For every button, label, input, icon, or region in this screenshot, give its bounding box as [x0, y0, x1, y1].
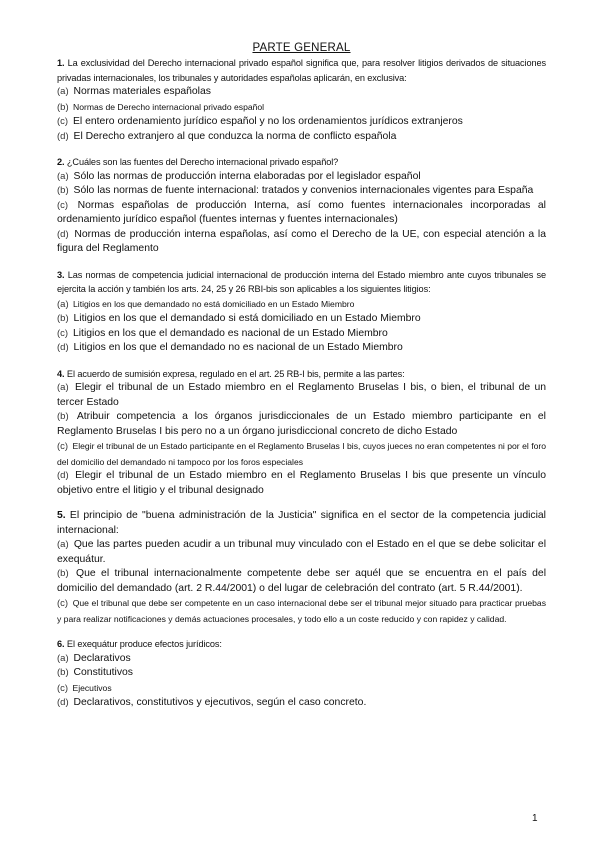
question-text: El principio de "buena administración de la Justicia" significa en el sector de la competencia judicial internacional: — [57, 510, 546, 536]
option-text: Normas de Derecho internacional privado español — [73, 101, 265, 112]
option-letter: (b) — [57, 313, 69, 324]
option-letter: (d) — [57, 697, 69, 708]
question-number: 2. — [57, 157, 65, 167]
option-text: Declarativos — [73, 652, 131, 664]
option-d — [57, 469, 546, 498]
option-letter: (d) — [57, 228, 69, 240]
option-text: El entero ordenamiento jurídico español y no los ordenamientos jurídicos extranjeros — [72, 116, 463, 127]
option-text: Normas de producción interna españolas, así como el Derecho de la UE, con especial atención a la figura del Reglamento — [57, 228, 546, 254]
question-text: ¿Cuáles son las fuentes del Derecho internacional privado español? — [66, 157, 339, 167]
option-text: Que el tribunal internacionalmente competente debe ser aquél que se encuentra en el país del domicilio del demandado (art. 2 R.44/2001) o del lugar de celebración del contrato (art. 5 R.44/2001). — [57, 568, 546, 594]
option-text: Sólo las normas de producción interna elaboradas por el legislador español — [73, 170, 421, 182]
option-d — [57, 130, 546, 145]
option-letter: (a) — [57, 298, 69, 310]
option-letter: (b) — [57, 411, 69, 422]
option-d — [57, 228, 546, 257]
option-letter: (c) — [57, 682, 69, 694]
option-letter: (c) — [57, 441, 69, 452]
question-stem — [57, 155, 546, 170]
option-d — [57, 696, 546, 711]
option-b — [57, 666, 546, 681]
option-a — [57, 652, 546, 667]
option-c — [57, 199, 546, 228]
page-title: PARTE GENERAL — [252, 42, 351, 54]
option-c — [57, 439, 546, 469]
option-c — [57, 596, 546, 626]
option-b — [57, 312, 546, 327]
option-text: El Derecho extranjero al que conduzca la norma de conflicto española — [73, 130, 397, 142]
option-text: Litigios en los que el demandado es nacional de un Estado Miembro — [72, 327, 388, 339]
document-page — [57, 42, 546, 722]
option-b — [57, 567, 546, 596]
question-stem — [57, 367, 546, 382]
question-text: El acuerdo de sumisión expresa, regulado en el art. 25 RB-I bis, permite a las partes: — [66, 368, 405, 379]
question-number: 3. — [57, 269, 65, 280]
option-text: Elegir el tribunal de un Estado participante en el Reglamento Bruselas I bis, cuyos jueces no eran competentes ni por el foro del domicilio del demandado ni tampoco por los foros especiales — [57, 441, 546, 467]
option-d — [57, 341, 546, 356]
question-number: 5. — [57, 510, 66, 521]
option-text: Que las partes pueden acudir a un tribunal muy vinculado con el Estado en el que se debe solicitar el exequátur. — [57, 539, 547, 565]
option-letter: (d) — [57, 470, 69, 481]
option-c — [57, 115, 546, 130]
question-number: 1. — [57, 58, 65, 68]
question-text: Las normas de competencia judicial internacional de producción interna del Estado miembro ante cuyos tribunales se ejercita la acción y también los arts. 24, 25 y 26 RBI-bis son aplicables a los siguientes litigios: — [57, 269, 546, 294]
option-text: Atribuir competencia a los órganos jurisdiccionales de un Estado miembro participante en el Reglamento Bruselas I bis pero no a un órgano jurisdiccional concreto de dicho Estado — [57, 411, 546, 437]
option-c — [57, 327, 546, 342]
option-letter: (a) — [57, 382, 69, 393]
option-b — [57, 410, 546, 439]
option-text: Constitutivos — [73, 667, 133, 678]
question-stem — [57, 268, 546, 297]
option-text: Litigios en los que el demandado si está domiciliado en un Estado Miembro — [73, 313, 421, 324]
option-b — [57, 184, 546, 199]
option-text: Litigios en los que el demandado no es nacional de un Estado Miembro — [73, 342, 403, 353]
question-5 — [57, 509, 546, 626]
question-number: 6. — [57, 639, 65, 649]
option-a — [57, 297, 546, 313]
option-text: Normas materiales españolas — [73, 86, 211, 97]
question-1 — [57, 56, 546, 144]
option-letter: (b) — [57, 185, 69, 196]
option-a — [57, 170, 546, 185]
option-a — [57, 538, 546, 567]
question-stem — [57, 56, 546, 85]
option-text: Elegir el tribunal de un Estado miembro en el Reglamento Bruselas I bis, o bien, el tribunal de un tercer Estado — [57, 382, 547, 408]
question-2 — [57, 155, 546, 257]
option-text: Que el tribunal que debe ser competente en un caso internacional debe ser el tribunal mejor situado para practicar pruebas y para realizar notificaciones y demás actuaciones procesales, y todo ello a un coste reducido y con rapidez y calidad. — [57, 598, 546, 624]
question-text: El exequátur produce efectos jurídicos: — [66, 639, 222, 649]
question-text: La exclusividad del Derecho internacional privado español significa que, para resolver litigios derivados de situaciones privadas internacionales, los tribunales y autoridades españolas aplicarán, en exclusiva: — [57, 58, 547, 83]
option-b — [57, 100, 546, 116]
option-text: Declarativos, constitutivos y ejecutivos, según el caso concreto. — [73, 697, 367, 708]
option-letter: (a) — [57, 86, 69, 97]
option-a — [57, 85, 546, 100]
option-letter: (a) — [57, 170, 69, 182]
option-letter: (b) — [57, 568, 69, 579]
question-stem — [57, 509, 546, 538]
question-4 — [57, 367, 546, 499]
option-text: Sólo las normas de fuente internacional: tratados y convenios internacionales vigentes para España — [73, 185, 534, 196]
question-6 — [57, 637, 546, 711]
option-text: Litigios en los que demandado no está domiciliado en un Estado Miembro — [73, 298, 355, 309]
question-3 — [57, 268, 546, 356]
question-stem — [57, 637, 546, 652]
option-letter: (b) — [57, 101, 69, 113]
option-letter: (a) — [57, 539, 69, 550]
option-letter: (c) — [57, 327, 69, 339]
option-letter: (c) — [57, 116, 69, 127]
option-text: Ejecutivos — [72, 682, 112, 693]
option-c — [57, 681, 546, 697]
option-letter: (b) — [57, 667, 69, 678]
option-letter: (c) — [57, 598, 69, 609]
option-text: Elegir el tribunal de un Estado miembro en el Reglamento Bruselas I bis que presente un vínculo objetivo entre el litigio y el tribunal designado — [57, 470, 546, 496]
option-text: Normas españolas de producción Interna, así como fuentes internacionales incorporadas al ordenamiento jurídico español (fuentes internas y fuentes internacionales) — [57, 199, 546, 225]
page-number: 1 — [532, 813, 538, 824]
option-letter: (a) — [57, 652, 69, 664]
option-a — [57, 381, 546, 410]
question-number: 4. — [57, 368, 65, 379]
option-letter: (d) — [57, 342, 69, 353]
option-letter: (d) — [57, 130, 69, 142]
option-letter: (c) — [57, 199, 69, 211]
